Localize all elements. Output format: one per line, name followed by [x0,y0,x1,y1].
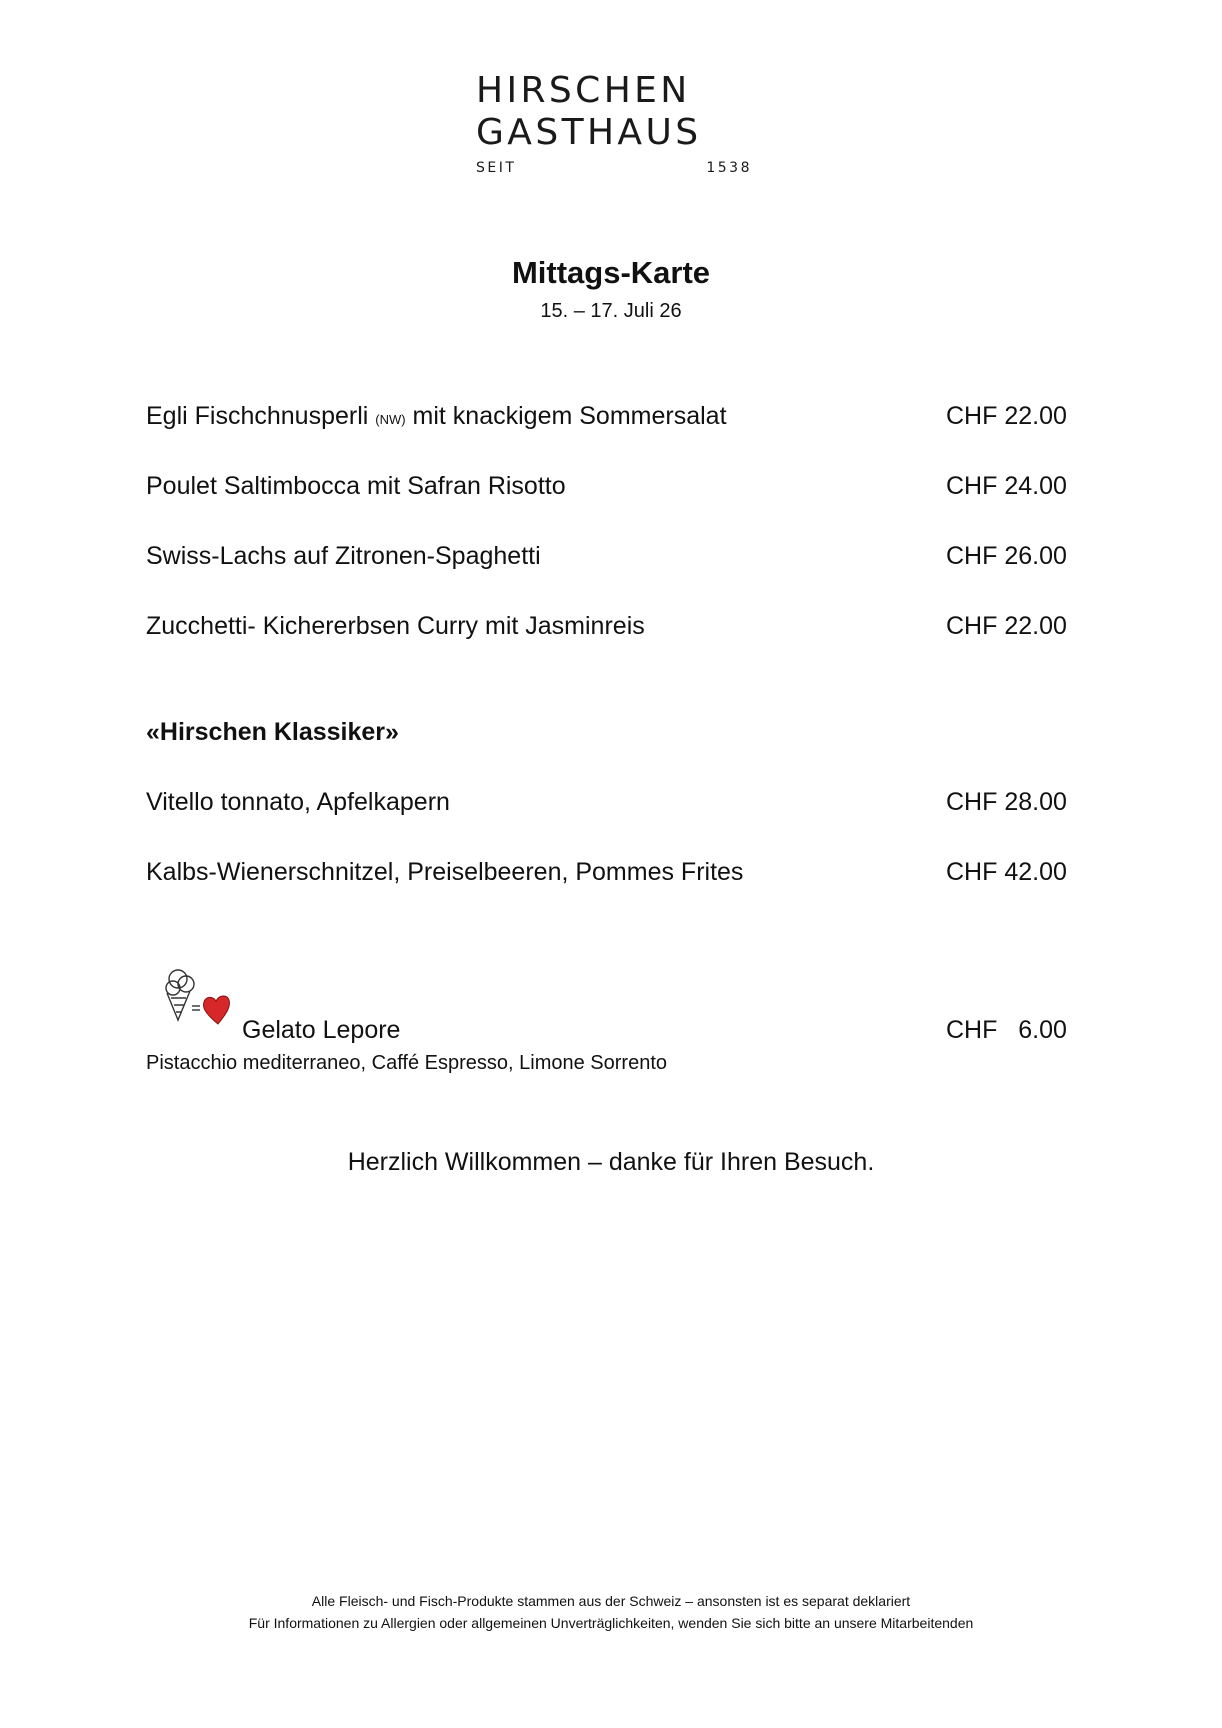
gelato-flavours: Pistacchio mediterraneo, Caffé Espresso, Limone Sorrento [146,1052,668,1074]
menu-item [146,788,1066,820]
menu-item [146,858,1066,890]
menu-item [146,402,1066,434]
menu-item-price: CHF 22.00 [946,402,1067,430]
menu-item-price: CHF 22.00 [946,612,1067,640]
menu-item [146,542,1066,574]
menu-item [146,472,1066,504]
footer-line-origin: Alle Fleisch- und Fisch-Produkte stammen aus der Schweiz – ansonsten ist es separat deklariert [311,1593,911,1609]
menu-item-price: CHF 24.00 [946,472,1067,500]
menu-item-name: Kalbs-Wienerschnitzel, Preiselbeeren, Pommes Frites [146,858,744,886]
logo-seit: SEIT [476,160,517,176]
menu-item-name: Zucchetti- Kichererbsen Curry mit Jasminreis [146,612,645,640]
welcome-message: Herzlich Willkommen – danke für Ihren Besuch. [347,1148,875,1176]
menu-item-price: CHF 6.00 [946,1016,1067,1044]
menu-item-name: Vitello tonnato, Apfelkapern [146,788,450,816]
menu-item-name-pre: Egli Fischchnusperli [146,402,376,430]
logo-line-1: HIRSCHEN [476,70,691,111]
restaurant-logo [476,70,752,176]
section-title-klassiker: «Hirschen Klassiker» [146,718,399,746]
menu-item-name-post: mit knackigem Sommersalat [405,402,727,430]
logo-line-2: GASTHAUS [476,112,702,153]
footer-notes [0,1590,1222,1634]
menu-item [146,612,1066,644]
menu-date: 15. – 17. Juli 26 [540,300,682,322]
menu-item-note: (NW) [375,412,406,427]
menu-item-price: CHF 28.00 [946,788,1067,816]
logo-year: 1538 [706,160,752,176]
menu-item-name [146,402,727,431]
logo-subline [476,160,752,176]
footer-line-allergies: Für Informationen zu Allergien oder allgemeinen Unverträglichkeiten, wenden Sie sich bitte an unsere Mitarbeitenden [248,1615,974,1631]
page-title: Mittags-Karte [511,255,711,290]
menu-item-name: Gelato Lepore [242,1016,401,1044]
menu-item-price: CHF 26.00 [946,542,1067,570]
menu-item-name: Swiss-Lachs auf Zitronen-Spaghetti [146,542,541,570]
menu-item-price: CHF 42.00 [946,858,1067,886]
menu-item-gelato [146,1016,1066,1048]
menu-item-name: Poulet Saltimbocca mit Safran Risotto [146,472,566,500]
